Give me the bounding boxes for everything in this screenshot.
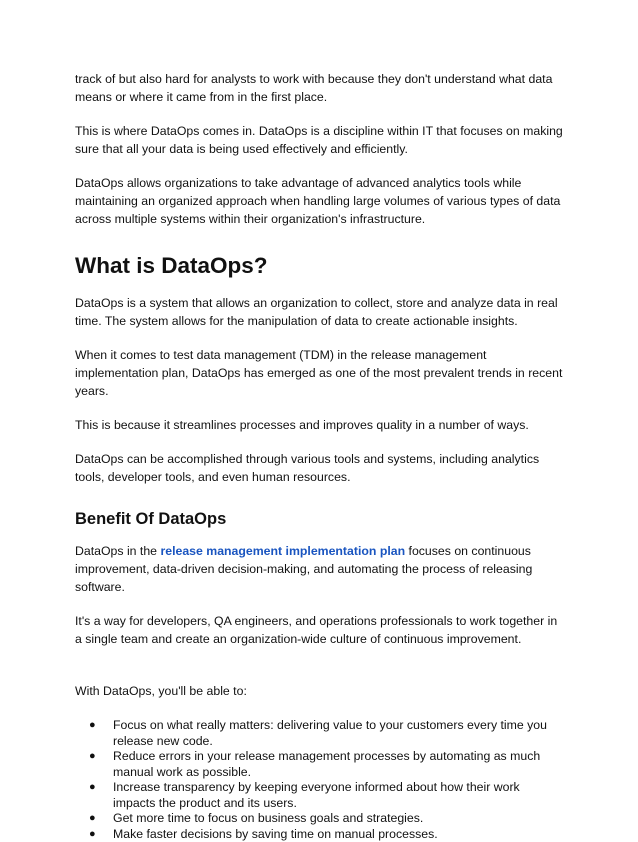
list-item — [113, 827, 564, 842]
intro-paragraph-3: DataOps allows organizations to take advantage of advanced analytics tools while maintaining an organized approach when handling large volumes of various types of data across multiple systems within their organization's infrastructure. — [75, 174, 564, 228]
what-is-paragraph-4: DataOps can be accomplished through various tools and systems, including analytics tools, developer tools, and even human resources. — [75, 450, 564, 486]
what-is-paragraph-2: When it comes to test data management (TDM) in the release management implementation plan, DataOps has emerged as one of the most prevalent trends in recent years. — [75, 346, 564, 400]
bullet-icon: ● — [89, 749, 96, 765]
list-item — [113, 780, 564, 811]
bullet-icon: ● — [89, 780, 96, 796]
list-item-text: Increase transparency by keeping everyone informed about how their work impacts the product and its users. — [113, 780, 520, 810]
bullet-icon: ● — [89, 718, 96, 734]
intro-paragraph-2: This is where DataOps comes in. DataOps is a discipline within IT that focuses on making sure that all your data is being used effectively and efficiently. — [75, 122, 564, 158]
list-item — [113, 749, 564, 780]
benefit-paragraph-3: With DataOps, you'll be able to: — [75, 682, 564, 700]
benefit-paragraph-1-tail: focuses on continuous improvement, data-driven decision-making, and automating the process of releasing software. — [75, 544, 532, 594]
list-item-text: Focus on what really matters: delivering value to your customers every time you release new code. — [113, 718, 547, 748]
benefit-heading: Benefit Of DataOps — [75, 508, 564, 530]
what-is-paragraph-1: DataOps is a system that allows an organization to collect, store and analyze data in real time. The system allows for the manipulation of data to create actionable insights. — [75, 294, 564, 330]
list-item-text: Get more time to focus on business goals and strategies. — [113, 811, 423, 825]
what-is-dataops-heading: What is DataOps? — [75, 252, 564, 280]
benefit-paragraph-1 — [75, 542, 564, 596]
benefit-paragraph-2: It's a way for developers, QA engineers, and operations professionals to work together in a single team and create an organization-wide culture of continuous improvement. — [75, 612, 564, 648]
bullet-icon: ● — [89, 811, 96, 827]
bullet-icon: ● — [89, 827, 96, 842]
list-item — [113, 718, 564, 749]
list-item — [113, 811, 564, 827]
intro-paragraph-1: track of but also hard for analysts to work with because they don't understand what data means or where it came from in the first place. — [75, 70, 564, 106]
list-item-text: Make faster decisions by saving time on manual processes. — [113, 827, 438, 841]
what-is-paragraph-3: This is because it streamlines processes and improves quality in a number of ways. — [75, 416, 564, 434]
list-item-text: Reduce errors in your release management processes by automating as much manual work as possible. — [113, 749, 540, 779]
release-management-plan-link[interactable]: release management implementation plan — [160, 544, 405, 558]
benefit-paragraph-1-lead: DataOps in the — [75, 544, 160, 558]
benefit-list — [75, 718, 564, 842]
